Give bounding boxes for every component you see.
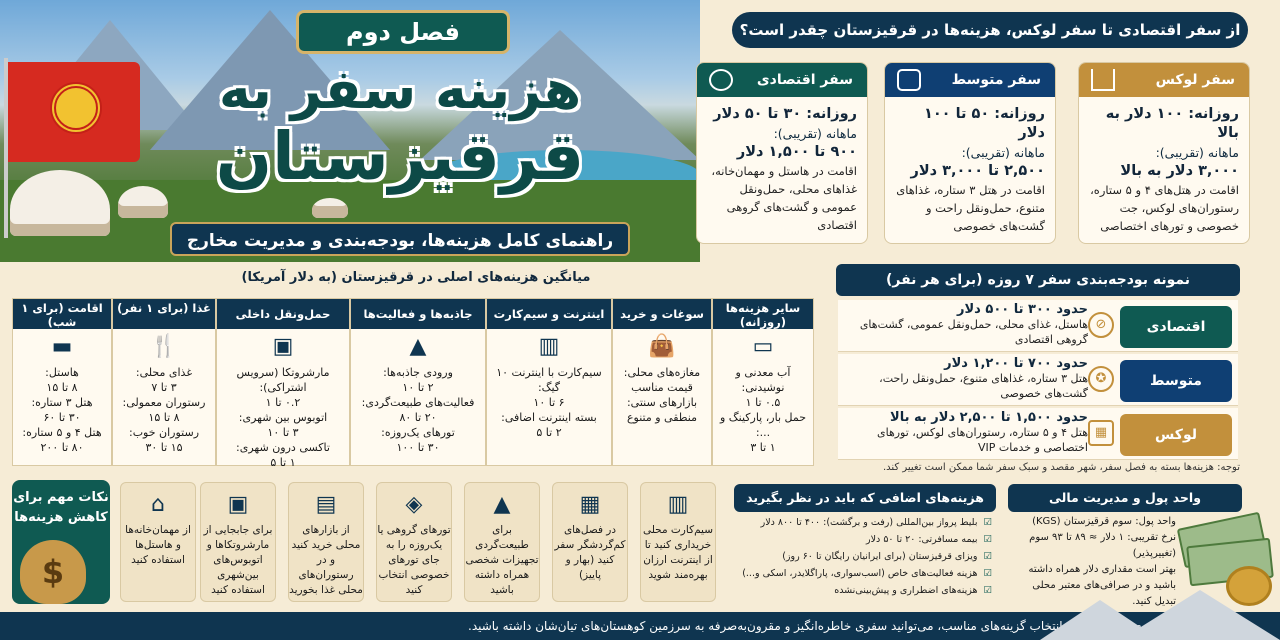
mountain-icon: ▲ [493,492,511,517]
question-banner: از سفر اقتصادی تا سفر لوکس، هزینه‌ها در قرقیزستان چقدر است؟ [732,12,1248,48]
budget-title: نمونه بودجه‌بندی سفر ۷ روزه (برای هر نفر) [836,264,1240,296]
cost-value: ۸۰ تا ۲۰۰ [40,441,84,454]
cost-column-food [112,298,216,466]
list-item: ☑هزینه فعالیت‌های خاص (اسب‌سواری، پاراگلایدر، اسکی و...) [742,568,992,579]
cost-label: فعالیت‌های طبیعت‌گردی: [361,396,475,409]
card-header [885,63,1055,97]
column-header: جاذبه‌ها و فعالیت‌ها [351,299,485,329]
cost-value: ۰.۲ تا ۱ [265,396,301,409]
card-title: سفر لوکس [1155,72,1235,88]
basket-icon: ▤ [315,492,337,517]
medal-icon: ✪ [1088,366,1114,392]
column-header: غذا (برای ۱ نفر) [113,299,215,329]
bus-icon: ▣ [272,334,294,359]
hero-banner [0,0,700,262]
home-icon: ⌂ [151,492,165,517]
mountain-shape [1120,590,1280,640]
list-item: ☑هزینه‌های اضطراری و پیش‌بینی‌نشده [834,585,992,596]
suitcase-icon [897,69,921,91]
budget-note: توجه: هزینه‌ها بسته به فصل سفر، شهر مقصد و سبک سفر شما ممکن است تغییر کند. [882,462,1240,473]
cost-value: ۲ تا ۱۰ [402,381,434,394]
lightbulb-icon: ✦ [1209,619,1220,633]
budget-desc: هتل ۴ و ۵ ستاره، رستوران‌های لوکس، تورهای اختصاصی و خدمات VIP [876,426,1088,454]
cost-value: ۸ تا ۱۵ [46,381,78,394]
money-title: واحد پول و مدیریت مالی [1008,484,1242,512]
cost-value: قیمت مناسب [631,381,693,394]
cost-value: ۱ تا ۵ [270,456,296,469]
cost-value: ۳ تا ۷ [151,381,177,394]
cost-label: هتل ۴ و ۵ ستاره: [22,426,102,439]
costs-title: میانگین هزینه‌های اصلی در قرقیزستان (به دلار آمریکا) [241,270,591,285]
cost-label: غذای محلی: [135,366,193,379]
cost-label: هتل ۳ ستاره: [31,396,93,409]
tip-card [376,482,452,602]
tip-card [120,482,196,602]
card-luxury [1078,62,1250,244]
card-header [697,63,867,97]
cost-label: بازارهای سنتی: [626,396,698,409]
list-item: ☑ویزای قرقیزستان (برای ایرانیان رایگان تا ۶۰ روز) [782,551,992,562]
tip-card [640,482,716,602]
budget-row-economy [838,300,1238,352]
tip-card [288,482,364,602]
card-description: اقامت در هاستل و مهمان‌خانه، غذاهای محلی، حمل‌ونقل عمومی و گشت‌های گروهی اقتصادی [711,164,857,232]
extra-costs-list [738,514,992,599]
tip-card [552,482,628,602]
cost-column-other [712,298,814,466]
title-line-1: هزینه سفر به [218,58,582,121]
card-header [1079,63,1249,97]
tip-text: در فصل‌های کم‌گردشگر سفر کنید (بهار و پاییز) [554,524,626,581]
daily-cost: روزانه: ۱۰۰ دلار به بالا [1105,106,1239,141]
mountain-icon: ▲ [409,334,427,359]
wallet-icon: ▭ [752,334,774,359]
budget-range: حدود ۳۰۰ تا ۵۰۰ دلار [957,302,1088,317]
budget-tag: متوسط [1120,360,1232,402]
rate-line: نرخ تقریبی: ۱ دلار ≈ ۸۹ تا ۹۳ سوم [1029,532,1176,543]
cost-label: هاستل: [45,366,79,379]
cutlery-icon: 🍴 [150,334,178,359]
budget-tag: اقتصادی [1120,306,1232,348]
column-header: سایر هزینه‌ها (روزانه) [713,299,813,329]
no-money-icon: ⊘ [1088,312,1114,338]
shopping-bag-icon: 👜 [648,334,676,359]
tip-text: تورهای گروهی یا یک‌روزه را به جای تورهای خصوصی انتخاب کنید [377,524,451,596]
column-header: اینترنت و سیم‌کارت [487,299,611,329]
tip-text: برای جابجایی از مارشروتکاها و اتوبوس‌های بین‌شهری استفاده کنید [203,524,273,596]
cost-value: ۱۵ تا ۳۰ [145,441,183,454]
sim-card-icon: ▥ [667,492,689,517]
flag-sun-emblem [50,82,102,134]
budget-desc: هاستل، غذای محلی، حمل‌ونقل عمومی، گشت‌های گروهی اقتصادی [859,318,1088,346]
checkbox-icon: ☑ [983,517,992,528]
budget-range: حدود ۷۰۰ تا ۱,۲۰۰ دلار [944,356,1088,371]
list-item: ☑بلیط پرواز بین‌المللی (رفت و برگشت): ۴۰۰ تا ۸۰۰ دلار [760,517,992,528]
tip-text: سیم‌کارت محلی خریداری کنید تا از اینترنت ارزان بهره‌مند شوید [642,524,714,581]
cost-value: ۲ تا ۵ [536,426,562,439]
cost-value: ۲۰ تا ۸۰ [399,411,437,424]
column-header: حمل‌ونقل داخلی [217,299,349,329]
daily-cost: روزانه: ۳۰ تا ۵۰ دلار [713,106,857,122]
bed-icon: ▬ [51,334,73,359]
extra-costs-title: هزینه‌های اضافی که باید در نظر بگیرید [734,484,996,512]
budget-row-luxury [838,408,1238,460]
monthly-cost: ۳,۰۰۰ دلار به بالا [1120,163,1239,179]
monthly-label: ماهانه (تقریبی): [961,145,1045,160]
calendar-icon: ▦ [579,492,601,517]
budget-row-mid [838,354,1238,406]
card-description: اقامت در هتل‌های ۴ و ۵ ستاره، رستوران‌های لوکس، جت خصوصی و تورهای اختصاصی [1090,183,1239,233]
cost-label: بسته اینترنت اضافی: [501,411,597,424]
cost-label: ورودی جاذبه‌ها: [383,366,453,379]
monthly-label: ماهانه (تقریبی): [1155,145,1239,160]
cost-value: ۳۰ تا ۱۰۰ [396,441,440,454]
card-title: سفر متوسط [951,72,1041,88]
money-advice: بهتر است مقداری دلار همراه داشته باشید و در صرافی‌های معتبر محلی تبدیل کنید. [1028,564,1176,607]
tip-text: از مهمان‌خانه‌ها و هاستل‌ها استفاده کنید [125,524,191,566]
piggy-bank-icon [709,69,733,91]
crown-icon [1091,69,1115,91]
footer-text: با برنامه‌ریزی هوشمندانه و انتخاب گزینه‌های مناسب، می‌توانید سفری خاطره‌انگیز و مقرون‌به‌صرفه به سرزمین کوهستان‌های تیان‌شان داشته باشید. [468,619,1199,633]
yurt-image [312,198,348,218]
budget-desc: هتل ۳ ستاره، غذاهای متنوع، حمل‌ونقل راحت، گشت‌های خصوصی [879,372,1088,400]
budget-tag: لوکس [1120,414,1232,456]
monthly-label: ماهانه (تقریبی): [773,126,857,141]
tip-text: برای طبیعت‌گردی تجهیزات شخصی همراه داشته باشید [465,524,539,596]
money-bag-icon: $ [20,540,86,604]
rate-note: (تغییرپذیر) [1132,548,1176,559]
cost-label: رستوران معمولی: [122,396,206,409]
cost-column-accommodation [12,298,112,466]
cost-label: سیم‌کارت با اینترنت ۱۰ گیگ: [496,366,602,394]
cost-column-attractions [350,298,486,466]
tips-title: نکات مهم برای کاهش هزینه‌ها [12,480,110,604]
cost-value: ۳۰ تا ۶۰ [43,411,81,424]
bus-icon: ▣ [227,492,249,517]
map-icon: ◈ [405,492,423,517]
cost-label: تورهای یک‌روزه: [381,426,455,439]
sim-card-icon: ▥ [538,334,560,359]
cost-column-internet [486,298,612,466]
budget-range: حدود ۱,۵۰۰ تا ۲,۵۰۰ دلار به بالا [890,410,1088,425]
cost-column-shopping [612,298,712,466]
tip-card [464,482,540,602]
hero-subtitle: راهنمای کامل هزینه‌ها، بودجه‌بندی و مدیریت مخارج [170,222,630,256]
cost-column-transport [216,298,350,469]
cost-label: اتوبوس بین شهری: [238,411,328,424]
hotel-icon: ▦ [1088,420,1114,446]
tip-card [200,482,276,602]
cost-value: ۸ تا ۱۵ [148,411,180,424]
card-economy [696,62,868,244]
cost-label: تاکسی درون شهری: [236,441,330,454]
checkbox-icon: ☑ [983,551,992,562]
cost-value: ۰.۵ تا ۱ [745,396,781,409]
cost-value: ۱ تا ۳ [750,441,776,454]
cost-label: مغازه‌های محلی: [623,366,701,379]
list-item: ☑بیمه مسافرتی: ۲۰ تا ۵۰ دلار [866,534,992,545]
cost-value: ۶ تا ۱۰ [533,396,565,409]
monthly-cost: ۹۰۰ تا ۱,۵۰۰ دلار [736,144,857,160]
tip-text: از بازارهای محلی خرید کنید و در رستوران‌های محلی غذا بخورید [289,524,363,596]
card-description: اقامت در هتل ۳ ستاره، غذاهای متنوع، حمل‌ونقل راحت و گشت‌های خصوصی [896,183,1045,233]
cost-label: رستوران خوب: [128,426,200,439]
currency-line: واحد پول: سوم قرقیزستان (KGS) [1032,516,1176,527]
cost-label: آب معدنی و نوشیدنی: [735,366,791,394]
cost-value: منطقی و متنوع [626,411,698,424]
cost-label: مارشروتکا (سرویس اشتراکی): [236,366,330,394]
monthly-cost: ۲,۵۰۰ تا ۳,۰۰۰ دلار [910,163,1045,179]
cost-value: ۳ تا ۱۰ [267,426,299,439]
checkbox-icon: ☑ [983,568,992,579]
column-header: سوغات و خرید [613,299,711,329]
card-title: سفر اقتصادی [756,72,853,88]
page-title [120,60,680,194]
checkbox-icon: ☑ [983,585,992,596]
daily-cost: روزانه: ۵۰ تا ۱۰۰ دلار [923,106,1045,141]
column-header: اقامت (برای ۱ شب) [13,299,111,329]
checkbox-icon: ☑ [983,534,992,545]
chapter-badge: فصل دوم [296,10,510,54]
title-line-2: قرقیزستان [215,118,585,195]
cost-label: حمل بار، پارکینگ و ...: [719,411,806,439]
card-mid [884,62,1056,244]
